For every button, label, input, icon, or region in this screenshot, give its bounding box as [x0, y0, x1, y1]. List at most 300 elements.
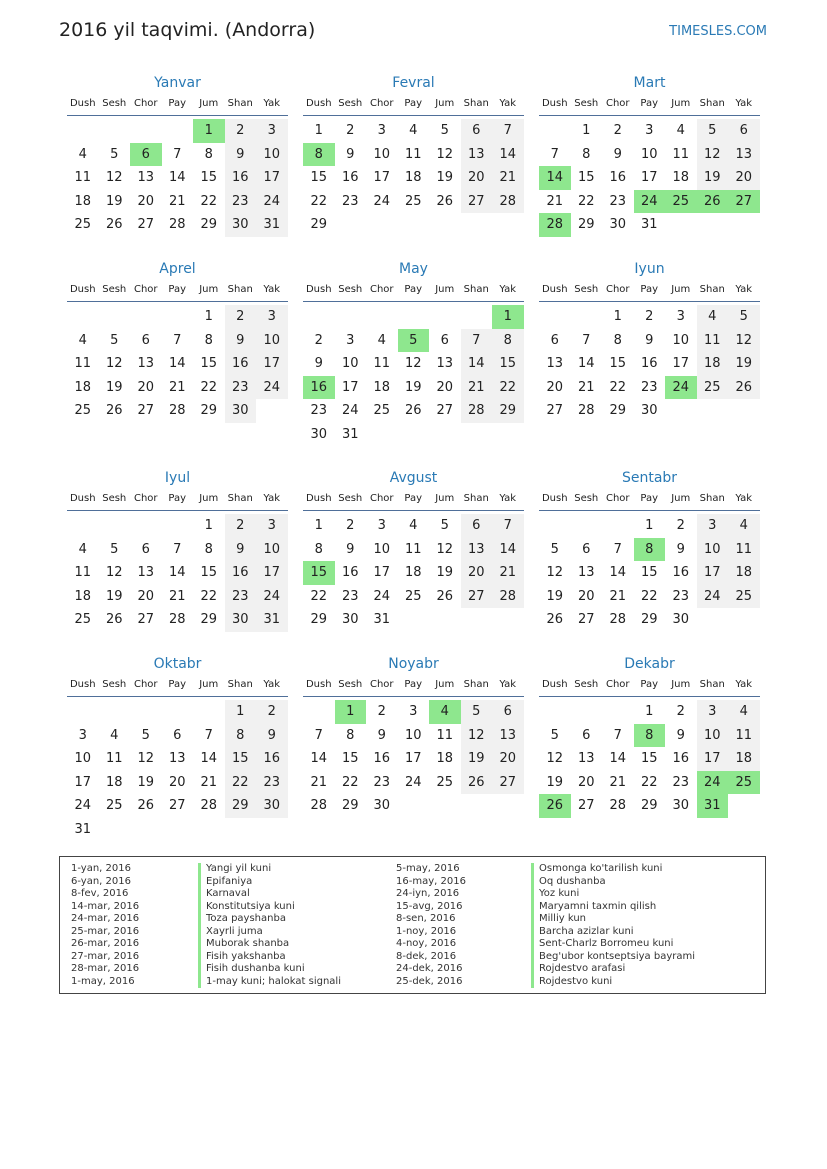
day-cell: 13: [137, 356, 155, 372]
empty-cell: [303, 305, 335, 329]
day-cell: 10: [341, 356, 359, 372]
day-cell: 22: [609, 379, 627, 395]
day-cell: 12: [461, 724, 493, 748]
weekday-label: Yak: [499, 679, 517, 690]
weekday-label: Yak: [263, 284, 281, 295]
day-cell: 24: [404, 774, 422, 790]
day-cell: 25: [697, 376, 729, 400]
day-cell: 15: [200, 356, 218, 372]
day-cell: 29: [310, 612, 328, 628]
day-cell: 3: [256, 514, 288, 538]
legend-date: 14-mar, 2016: [71, 900, 140, 912]
weekday-label: Jum: [199, 284, 219, 295]
day-cell: 29: [341, 798, 359, 814]
holiday-day-cell: 1: [492, 305, 524, 329]
day-cell: 7: [613, 541, 622, 557]
day-cell: 26: [728, 376, 760, 400]
legend-holiday-name: Karnaval: [198, 888, 250, 901]
weekday-label: Dush: [541, 679, 568, 690]
day-cell: 31: [341, 426, 359, 442]
holiday-day-cell: 26: [539, 794, 571, 818]
holiday-day-cell: 8: [634, 538, 666, 562]
day-cell: 4: [409, 518, 418, 533]
day-cell: 24: [373, 193, 391, 209]
holiday-day-cell: 8: [634, 724, 666, 748]
holiday-day-cell: 26: [697, 190, 729, 214]
weekday-label: Pay: [168, 98, 187, 109]
day-cell: 18: [74, 193, 92, 209]
day-cell: 16: [225, 166, 257, 190]
day-cell: 16: [672, 565, 690, 581]
day-cell: 11: [404, 541, 422, 557]
day-cell: 18: [373, 379, 391, 395]
weekday-label: Chor: [133, 679, 158, 690]
day-cell: 30: [672, 612, 690, 628]
legend-date: 4-noy, 2016: [396, 938, 457, 949]
weekday-label: Yak: [263, 679, 281, 690]
day-grid: [303, 305, 524, 447]
day-cell: 22: [200, 193, 218, 209]
weekday-label: Sesh: [574, 284, 599, 295]
day-cell: 30: [310, 426, 328, 442]
weekday-label: Pay: [640, 679, 659, 690]
empty-cell: [539, 305, 571, 329]
day-cell: 12: [105, 356, 123, 372]
day-cell: 2: [645, 309, 654, 324]
day-cell: 30: [609, 217, 627, 233]
weekday-label: Jum: [671, 679, 691, 690]
day-cell: 9: [676, 727, 685, 743]
day-cell: 24: [373, 588, 391, 604]
day-cell: 9: [377, 727, 386, 743]
empty-cell: [99, 305, 131, 329]
day-cell: 2: [314, 332, 323, 348]
day-cell: 9: [256, 724, 288, 748]
weekday-header: [539, 280, 760, 302]
day-cell: 3: [377, 518, 386, 533]
day-cell: 19: [697, 166, 729, 190]
month-dekabr: [539, 653, 760, 818]
holiday-day-cell: 15: [303, 561, 335, 585]
legend-date: 1-noy, 2016: [396, 925, 457, 937]
day-cell: 13: [492, 724, 524, 748]
day-cell: 17: [373, 565, 391, 581]
month-name: May: [399, 261, 428, 277]
day-cell: 21: [609, 588, 627, 604]
day-cell: 11: [74, 356, 92, 372]
day-cell: 1: [645, 704, 654, 719]
day-cell: 22: [640, 774, 658, 790]
day-cell: 25: [105, 798, 123, 814]
legend-holiday-name: Rojdestvo arafasi: [531, 963, 625, 976]
day-cell: 5: [550, 541, 559, 557]
holiday-day-cell: 6: [130, 143, 162, 167]
day-cell: 16: [672, 751, 690, 767]
day-cell: 27: [436, 403, 454, 419]
day-cell: 28: [310, 798, 328, 814]
day-cell: 30: [225, 608, 257, 632]
empty-cell: [99, 514, 131, 538]
day-cell: 27: [137, 612, 155, 628]
day-cell: 30: [256, 794, 288, 818]
legend-holiday-name: 1-may kuni; halokat signali: [198, 976, 341, 989]
day-cell: 1: [204, 518, 213, 533]
day-cell: 22: [310, 588, 328, 604]
day-cell: 23: [310, 403, 328, 419]
day-cell: 14: [577, 356, 595, 372]
day-cell: 16: [373, 751, 391, 767]
day-cell: 4: [728, 700, 760, 724]
legend-date: 8-sen, 2016: [396, 913, 456, 924]
day-cell: 11: [404, 146, 422, 162]
weekday-label: Shan: [463, 679, 489, 690]
weekday-label: Yak: [735, 284, 753, 295]
day-cell: 27: [168, 798, 186, 814]
month-name: Mart: [633, 75, 666, 91]
day-cell: 17: [256, 166, 288, 190]
day-cell: 2: [377, 704, 386, 719]
empty-cell: [99, 700, 131, 724]
weekday-header: [67, 280, 288, 302]
day-cell: 20: [577, 588, 595, 604]
day-cell: 20: [137, 193, 155, 209]
day-cell: 13: [168, 751, 186, 767]
day-cell: 7: [461, 329, 493, 353]
day-cell: 14: [200, 751, 218, 767]
day-cell: 19: [436, 565, 454, 581]
day-cell: 8: [204, 332, 213, 348]
day-grid: [539, 305, 760, 423]
day-cell: 9: [225, 538, 257, 562]
legend-holiday-name: Milliy kun: [531, 913, 586, 926]
day-cell: 28: [492, 585, 524, 609]
weekday-label: Shan: [227, 284, 253, 295]
day-cell: 3: [78, 727, 87, 743]
day-cell: 12: [546, 565, 564, 581]
day-cell: 6: [461, 514, 493, 538]
day-cell: 28: [492, 190, 524, 214]
day-grid: [539, 700, 760, 818]
day-cell: 22: [200, 379, 218, 395]
legend-holiday-name: Barcha azizlar kuni: [531, 926, 634, 939]
day-cell: 10: [256, 143, 288, 167]
day-cell: 20: [168, 774, 186, 790]
day-cell: 25: [404, 193, 422, 209]
day-cell: 24: [256, 376, 288, 400]
day-cell: 21: [168, 193, 186, 209]
day-cell: 9: [676, 541, 685, 557]
day-cell: 21: [546, 193, 564, 209]
day-cell: 23: [609, 193, 627, 209]
day-cell: 27: [461, 190, 493, 214]
day-cell: 20: [461, 166, 493, 190]
day-cell: 26: [404, 403, 422, 419]
day-cell: 23: [640, 379, 658, 395]
day-cell: 25: [728, 585, 760, 609]
day-cell: 24: [74, 798, 92, 814]
day-cell: 29: [310, 217, 328, 233]
day-cell: 20: [137, 588, 155, 604]
day-cell: 21: [200, 774, 218, 790]
day-cell: 19: [105, 588, 123, 604]
day-cell: 15: [609, 356, 627, 372]
day-cell: 19: [137, 774, 155, 790]
day-cell: 18: [404, 170, 422, 186]
day-cell: 26: [436, 193, 454, 209]
day-cell: 10: [256, 538, 288, 562]
day-cell: 15: [310, 170, 328, 186]
weekday-label: Sesh: [574, 679, 599, 690]
weekday-label: Shan: [227, 493, 253, 504]
day-cell: 17: [697, 747, 729, 771]
day-cell: 18: [105, 774, 123, 790]
empty-cell: [303, 700, 335, 724]
day-cell: 15: [492, 352, 524, 376]
day-cell: 19: [461, 747, 493, 771]
day-cell: 23: [256, 771, 288, 795]
day-cell: 5: [461, 700, 493, 724]
empty-cell: [130, 305, 162, 329]
day-cell: 10: [74, 751, 92, 767]
weekday-label: Pay: [168, 679, 187, 690]
weekday-header: [67, 675, 288, 697]
day-cell: 9: [613, 146, 622, 162]
weekday-label: Chor: [133, 493, 158, 504]
day-cell: 10: [404, 727, 422, 743]
day-cell: 14: [609, 565, 627, 581]
day-cell: 24: [256, 190, 288, 214]
month-fevral: [303, 72, 524, 237]
day-cell: 28: [609, 798, 627, 814]
weekday-header: [539, 94, 760, 116]
legend-holiday-name: Xayrli juma: [198, 926, 263, 939]
holiday-legend: [59, 856, 766, 994]
weekday-label: Shan: [463, 493, 489, 504]
day-cell: 13: [461, 143, 493, 167]
day-cell: 4: [728, 514, 760, 538]
day-cell: 26: [546, 612, 564, 628]
weekday-label: Shan: [699, 98, 725, 109]
day-cell: 19: [105, 193, 123, 209]
day-cell: 15: [640, 565, 658, 581]
weekday-label: Jum: [671, 493, 691, 504]
legend-date: 15-avg, 2016: [396, 900, 463, 912]
day-cell: 25: [74, 217, 92, 233]
day-cell: 12: [404, 356, 422, 372]
day-cell: 11: [74, 565, 92, 581]
day-cell: 5: [141, 727, 150, 743]
day-cell: 24: [697, 585, 729, 609]
day-cell: 12: [105, 565, 123, 581]
empty-cell: [67, 700, 99, 724]
day-cell: 13: [461, 538, 493, 562]
holiday-day-cell: 25: [665, 190, 697, 214]
day-cell: 2: [256, 700, 288, 724]
weekday-header: [303, 280, 524, 302]
day-cell: 18: [728, 747, 760, 771]
day-grid: [67, 119, 288, 237]
empty-cell: [67, 305, 99, 329]
day-cell: 20: [546, 379, 564, 395]
day-cell: 10: [373, 541, 391, 557]
day-cell: 8: [314, 541, 323, 557]
legend-date: 24-dek, 2016: [396, 963, 463, 974]
day-cell: 5: [110, 146, 119, 162]
day-cell: 16: [341, 565, 359, 581]
weekday-label: Dush: [69, 98, 96, 109]
day-cell: 30: [672, 798, 690, 814]
day-cell: 6: [550, 332, 559, 348]
day-grid: [67, 305, 288, 423]
day-cell: 5: [550, 727, 559, 743]
month-avgust: [303, 467, 524, 632]
day-cell: 14: [609, 751, 627, 767]
weekday-label: Dush: [69, 679, 96, 690]
legend-holiday-name: Yangi yil kuni: [198, 863, 271, 876]
day-cell: 28: [168, 612, 186, 628]
day-cell: 6: [728, 119, 760, 143]
day-grid: [539, 514, 760, 632]
day-cell: 31: [256, 213, 288, 237]
day-cell: 17: [341, 379, 359, 395]
weekday-label: Jum: [199, 98, 219, 109]
weekday-label: Sesh: [574, 98, 599, 109]
day-cell: 23: [373, 774, 391, 790]
holiday-day-cell: 27: [728, 190, 760, 214]
legend-holiday-name: Epifaniya: [198, 876, 252, 889]
empty-cell: [162, 305, 194, 329]
weekday-label: Jum: [435, 284, 455, 295]
legend-date: 1-may, 2016: [71, 975, 135, 987]
empty-cell: [130, 700, 162, 724]
day-cell: 8: [225, 724, 257, 748]
day-cell: 17: [256, 352, 288, 376]
day-cell: 29: [225, 794, 257, 818]
day-cell: 4: [676, 123, 685, 138]
legend-holiday-name: Maryamni taxmin qilish: [531, 901, 656, 914]
day-cell: 25: [404, 588, 422, 604]
day-cell: 14: [492, 538, 524, 562]
day-cell: 2: [346, 123, 355, 138]
day-cell: 10: [256, 329, 288, 353]
day-cell: 17: [74, 774, 92, 790]
empty-cell: [571, 700, 603, 724]
day-cell: 11: [436, 727, 454, 743]
month-name: Aprel: [159, 261, 196, 277]
weekday-label: Sesh: [338, 98, 363, 109]
site-link[interactable]: TIMESLES.COM: [669, 24, 767, 39]
day-cell: 18: [74, 379, 92, 395]
empty-cell: [335, 305, 367, 329]
weekday-label: Jum: [671, 98, 691, 109]
day-cell: 2: [613, 123, 622, 138]
day-cell: 9: [645, 332, 654, 348]
weekday-label: Shan: [463, 284, 489, 295]
legend-date: 6-yan, 2016: [71, 875, 131, 887]
weekday-label: Yak: [263, 98, 281, 109]
day-cell: 29: [609, 403, 627, 419]
day-cell: 5: [110, 541, 119, 557]
day-cell: 14: [168, 170, 186, 186]
day-cell: 17: [256, 561, 288, 585]
holiday-day-cell: 8: [303, 143, 335, 167]
day-cell: 12: [137, 751, 155, 767]
day-cell: 2: [676, 518, 685, 533]
weekday-label: Dush: [69, 284, 96, 295]
day-cell: 29: [640, 612, 658, 628]
weekday-label: Shan: [699, 493, 725, 504]
day-cell: 28: [577, 403, 595, 419]
day-cell: 23: [672, 774, 690, 790]
day-cell: 18: [697, 352, 729, 376]
day-cell: 8: [346, 727, 355, 743]
legend-holiday-name: Osmonga ko'tarilish kuni: [531, 863, 662, 876]
day-cell: 28: [200, 798, 218, 814]
day-cell: 21: [310, 774, 328, 790]
weekday-label: Pay: [640, 284, 659, 295]
empty-cell: [539, 514, 571, 538]
day-cell: 2: [225, 119, 257, 143]
day-cell: 8: [492, 329, 524, 353]
day-cell: 23: [225, 190, 257, 214]
day-cell: 4: [78, 541, 87, 557]
day-cell: 18: [728, 561, 760, 585]
month-name: Sentabr: [621, 470, 678, 486]
month-sentabr: [539, 467, 760, 632]
day-cell: 12: [436, 541, 454, 557]
day-cell: 6: [141, 541, 150, 557]
day-cell: 22: [310, 193, 328, 209]
day-cell: 3: [346, 332, 355, 348]
day-cell: 24: [341, 403, 359, 419]
day-cell: 4: [78, 332, 87, 348]
legend-holiday-name: Konstitutsiya kuni: [198, 901, 295, 914]
holiday-day-cell: 16: [303, 376, 335, 400]
weekday-label: Pay: [640, 493, 659, 504]
day-cell: 4: [377, 332, 386, 348]
empty-cell: [99, 119, 131, 143]
weekday-label: Dush: [541, 98, 568, 109]
day-cell: 3: [256, 305, 288, 329]
day-cell: 29: [492, 399, 524, 423]
weekday-label: Jum: [671, 284, 691, 295]
day-cell: 19: [546, 774, 564, 790]
weekday-label: Yak: [499, 493, 517, 504]
month-yanvar: [67, 72, 288, 237]
weekday-label: Chor: [605, 679, 630, 690]
day-cell: 25: [74, 403, 92, 419]
day-cell: 30: [640, 403, 658, 419]
weekday-label: Pay: [404, 284, 423, 295]
day-grid: [67, 514, 288, 632]
day-cell: 15: [225, 747, 257, 771]
weekday-label: Chor: [605, 98, 630, 109]
day-cell: 6: [173, 727, 182, 743]
month-aprel: [67, 258, 288, 423]
day-cell: 6: [582, 541, 591, 557]
legend-date: 8-dek, 2016: [396, 950, 457, 962]
day-cell: 28: [461, 399, 493, 423]
weekday-label: Sesh: [338, 679, 363, 690]
day-cell: 17: [373, 170, 391, 186]
day-cell: 16: [256, 747, 288, 771]
day-cell: 30: [373, 798, 391, 814]
day-cell: 13: [137, 565, 155, 581]
legend-date: 8-fev, 2016: [71, 888, 129, 899]
day-cell: 21: [168, 588, 186, 604]
day-cell: 7: [204, 727, 213, 743]
month-name: Dekabr: [624, 656, 675, 672]
